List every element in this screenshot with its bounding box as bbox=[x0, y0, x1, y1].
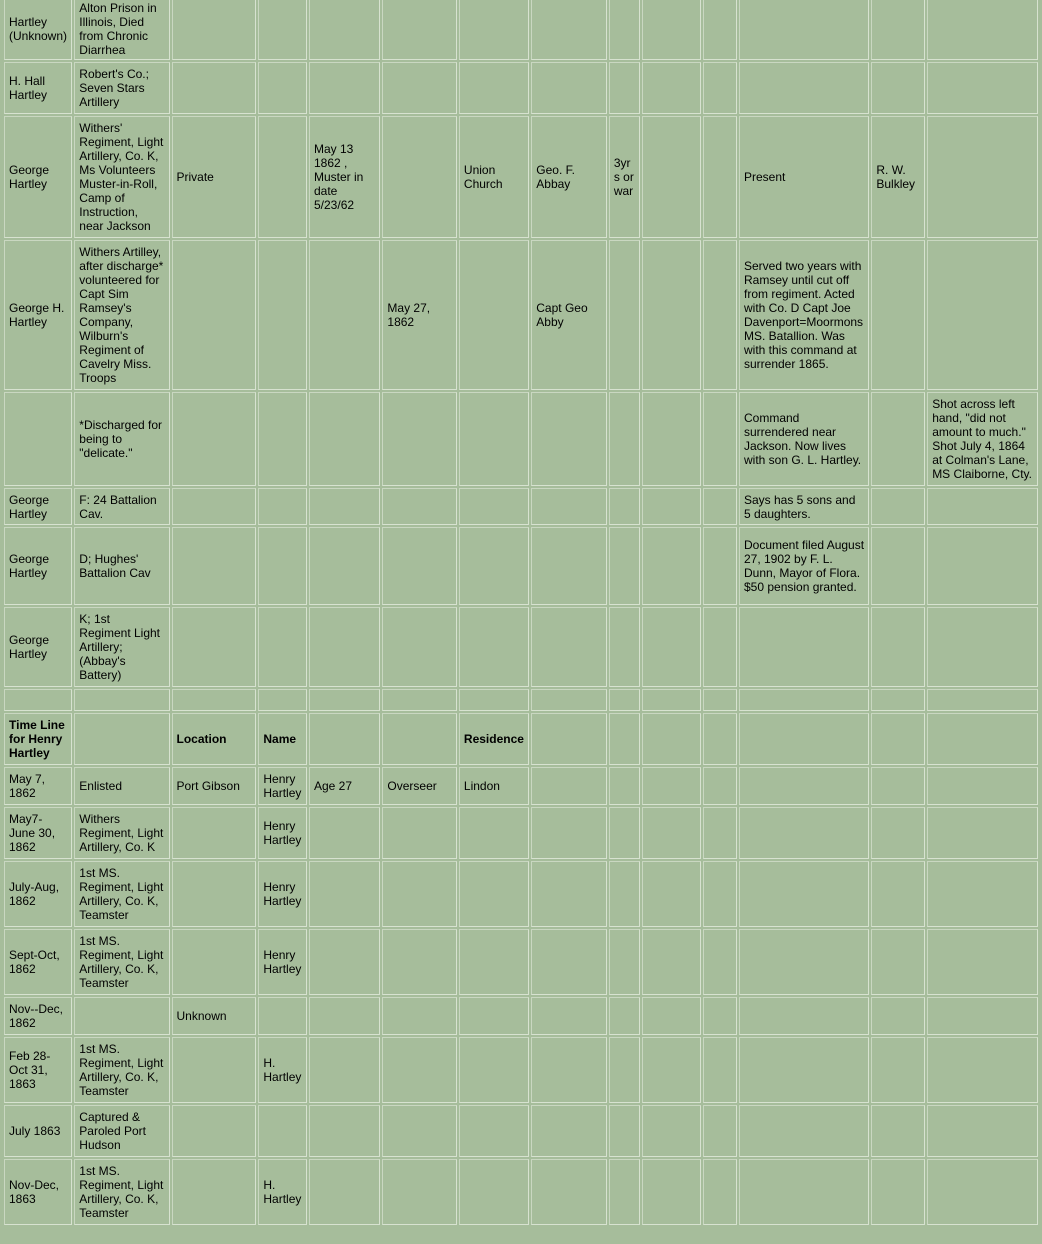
timeline-location bbox=[172, 807, 257, 859]
cell bbox=[703, 607, 737, 687]
wound-notes bbox=[927, 0, 1038, 60]
enlistment-place bbox=[459, 392, 529, 486]
timeline-name: H. Hartley bbox=[258, 1159, 307, 1225]
remarks: Served two years with Ramsey until cut off from regiment. Acted with Co. D Capt Joe Davenport=Moormons MS. Batallion. Was with this command at surrender 1865. bbox=[739, 240, 869, 390]
soldier-row bbox=[4, 0, 1038, 60]
cell bbox=[871, 0, 925, 60]
timeline-occupation bbox=[382, 861, 457, 927]
cell bbox=[927, 807, 1038, 859]
timeline-residence bbox=[459, 861, 529, 927]
enlistment-place: Union Church bbox=[459, 116, 529, 238]
enlisting-officer bbox=[531, 392, 607, 486]
enlistment-place bbox=[459, 607, 529, 687]
cell bbox=[871, 861, 925, 927]
soldier-name: George Hartley bbox=[4, 527, 72, 605]
cell bbox=[531, 1159, 607, 1225]
service-term bbox=[609, 0, 640, 60]
soldier-name: George Hartley bbox=[4, 488, 72, 525]
cell bbox=[642, 116, 701, 238]
cell bbox=[609, 861, 640, 927]
service-term bbox=[609, 488, 640, 525]
cell bbox=[871, 689, 925, 711]
timeline-residence bbox=[459, 929, 529, 995]
cell bbox=[609, 1037, 640, 1103]
enlistment-place bbox=[459, 527, 529, 605]
remarks: Command surrendered near Jackson. Now lives with son G. L. Hartley. bbox=[739, 392, 869, 486]
soldier-name bbox=[4, 392, 72, 486]
timeline-date: May7- June 30, 1862 bbox=[4, 807, 72, 859]
timeline-event: Enlisted bbox=[74, 767, 169, 805]
remarks: Says has 5 sons and 5 daughters. bbox=[739, 488, 869, 525]
cell bbox=[258, 527, 307, 605]
service-term bbox=[609, 392, 640, 486]
cell bbox=[531, 767, 607, 805]
service-term bbox=[609, 527, 640, 605]
timeline-date: Nov-Dec, 1863 bbox=[4, 1159, 72, 1225]
timeline-row bbox=[4, 997, 1038, 1035]
cell bbox=[703, 527, 737, 605]
timeline-occupation bbox=[382, 1037, 457, 1103]
soldier-name: H. Hall Hartley bbox=[4, 62, 72, 114]
enlistment-place bbox=[459, 62, 529, 114]
timeline-residence bbox=[459, 807, 529, 859]
cell bbox=[871, 713, 925, 765]
timeline-row bbox=[4, 1037, 1038, 1103]
timeline-event: 1st MS. Regiment, Light Artillery, Co. K, Teamster bbox=[74, 861, 169, 927]
enlistment-date bbox=[309, 689, 380, 711]
cell bbox=[642, 689, 701, 711]
timeline-occupation bbox=[382, 929, 457, 995]
cell bbox=[382, 392, 457, 486]
cell bbox=[642, 767, 701, 805]
rank: Private bbox=[172, 116, 257, 238]
cell bbox=[703, 767, 737, 805]
timeline-location bbox=[172, 861, 257, 927]
timeline-name: H. Hartley bbox=[258, 1037, 307, 1103]
timeline-row bbox=[4, 1105, 1038, 1157]
cell bbox=[703, 997, 737, 1035]
rank bbox=[172, 240, 257, 390]
cell bbox=[609, 767, 640, 805]
cell bbox=[739, 997, 869, 1035]
cell: R. W. Bulkley bbox=[871, 116, 925, 238]
soldier-name: George Hartley bbox=[4, 116, 72, 238]
rank bbox=[172, 689, 257, 711]
service-term bbox=[609, 240, 640, 390]
cell bbox=[927, 1037, 1038, 1103]
unit-assignment bbox=[74, 689, 169, 711]
cell bbox=[531, 807, 607, 859]
cell bbox=[703, 62, 737, 114]
cell bbox=[927, 929, 1038, 995]
remarks bbox=[739, 62, 869, 114]
cell bbox=[871, 767, 925, 805]
unit-assignment: *Discharged for being to "delicate." bbox=[74, 392, 169, 486]
soldier-row bbox=[4, 527, 1038, 605]
remarks bbox=[739, 0, 869, 60]
timeline-header-row bbox=[4, 713, 1038, 765]
wound-notes bbox=[927, 116, 1038, 238]
cell bbox=[531, 1105, 607, 1157]
cell bbox=[703, 1037, 737, 1103]
timeline-occupation bbox=[382, 1159, 457, 1225]
timeline-event: 1st MS. Regiment, Light Artillery, Co. K, Teamster bbox=[74, 1037, 169, 1103]
cell bbox=[642, 62, 701, 114]
soldier-row bbox=[4, 488, 1038, 525]
timeline-row bbox=[4, 929, 1038, 995]
location-header: Location bbox=[172, 713, 257, 765]
cell bbox=[927, 1105, 1038, 1157]
cell bbox=[703, 689, 737, 711]
rank bbox=[172, 607, 257, 687]
timeline-name bbox=[258, 997, 307, 1035]
cell bbox=[703, 0, 737, 60]
soldier-name: George H. Hartley bbox=[4, 240, 72, 390]
timeline-residence bbox=[459, 1159, 529, 1225]
cell bbox=[258, 240, 307, 390]
enlisting-officer bbox=[531, 607, 607, 687]
soldier-name: George Hartley bbox=[4, 607, 72, 687]
rank bbox=[172, 488, 257, 525]
cell bbox=[739, 767, 869, 805]
cell bbox=[703, 713, 737, 765]
service-term bbox=[609, 607, 640, 687]
timeline-occupation bbox=[382, 997, 457, 1035]
timeline-row bbox=[4, 861, 1038, 927]
cell bbox=[531, 929, 607, 995]
cell bbox=[739, 861, 869, 927]
timeline-location bbox=[172, 1037, 257, 1103]
enlistment-place bbox=[459, 689, 529, 711]
timeline-name: Henry Hartley bbox=[258, 767, 307, 805]
cell bbox=[642, 0, 701, 60]
rank bbox=[172, 62, 257, 114]
timeline-name: Henry Hartley bbox=[258, 807, 307, 859]
timeline-age bbox=[309, 1105, 380, 1157]
cell bbox=[871, 527, 925, 605]
cell bbox=[258, 488, 307, 525]
name-header: Name bbox=[258, 713, 307, 765]
cell bbox=[382, 116, 457, 238]
timeline-location: Port Gibson bbox=[172, 767, 257, 805]
timeline-age bbox=[309, 929, 380, 995]
timeline-event: 1st MS. Regiment, Light Artillery, Co. K, Teamster bbox=[74, 929, 169, 995]
cell bbox=[871, 1105, 925, 1157]
timeline-residence bbox=[459, 1037, 529, 1103]
service-term: 3yrs or war bbox=[609, 116, 640, 238]
cell bbox=[642, 713, 701, 765]
cell bbox=[258, 607, 307, 687]
cell bbox=[258, 0, 307, 60]
rank bbox=[172, 0, 257, 60]
timeline-event bbox=[74, 997, 169, 1035]
residence-header: Residence bbox=[459, 713, 529, 765]
wound-notes bbox=[927, 62, 1038, 114]
cell bbox=[703, 240, 737, 390]
enlisting-officer: Geo. F. Abbay bbox=[531, 116, 607, 238]
timeline-row bbox=[4, 767, 1038, 805]
cell bbox=[927, 767, 1038, 805]
enlistment-date bbox=[309, 62, 380, 114]
soldier-records bbox=[4, 0, 1038, 711]
timeline-occupation: Overseer bbox=[382, 767, 457, 805]
enlistment-place bbox=[459, 240, 529, 390]
cell bbox=[703, 116, 737, 238]
timeline-age bbox=[309, 1037, 380, 1103]
cell bbox=[703, 861, 737, 927]
cell bbox=[642, 1159, 701, 1225]
cell bbox=[382, 527, 457, 605]
enlisting-officer bbox=[531, 527, 607, 605]
cell bbox=[258, 392, 307, 486]
unit-assignment: Alton Prison in Illinois, Died from Chronic Diarrhea bbox=[74, 0, 169, 60]
cell bbox=[609, 929, 640, 995]
unit-assignment: Withers' Regiment, Light Artillery, Co. K, Ms Volunteers Muster-in-Roll, Camp of Instruction, near Jackson bbox=[74, 116, 169, 238]
cell bbox=[642, 1105, 701, 1157]
cell bbox=[642, 527, 701, 605]
timeline-date: Feb 28- Oct 31, 1863 bbox=[4, 1037, 72, 1103]
remarks: Document filed August 27, 1902 by F. L. Dunn, Mayor of Flora. $50 pension granted. bbox=[739, 527, 869, 605]
timeline-name: Henry Hartley bbox=[258, 929, 307, 995]
cell bbox=[642, 861, 701, 927]
cell bbox=[642, 929, 701, 995]
timeline-occupation bbox=[382, 1105, 457, 1157]
timeline-residence bbox=[459, 997, 529, 1035]
timeline-age bbox=[309, 997, 380, 1035]
enlistment-place bbox=[459, 488, 529, 525]
cell bbox=[739, 713, 869, 765]
cell bbox=[739, 807, 869, 859]
cell bbox=[871, 240, 925, 390]
unit-assignment: Robert's Co.; Seven Stars Artillery bbox=[74, 62, 169, 114]
cell bbox=[531, 861, 607, 927]
rank bbox=[172, 392, 257, 486]
cell bbox=[309, 713, 380, 765]
cell bbox=[609, 807, 640, 859]
cell bbox=[871, 1159, 925, 1225]
soldier-row bbox=[4, 116, 1038, 238]
cell bbox=[642, 997, 701, 1035]
henry-hartley-timeline bbox=[4, 713, 1038, 1225]
cell bbox=[642, 607, 701, 687]
enlisting-officer bbox=[531, 62, 607, 114]
cell bbox=[382, 607, 457, 687]
enlisting-officer: Capt Geo Abby bbox=[531, 240, 607, 390]
cell bbox=[871, 607, 925, 687]
wound-notes bbox=[927, 488, 1038, 525]
cell bbox=[382, 488, 457, 525]
cell bbox=[739, 1037, 869, 1103]
enlistment-date bbox=[309, 240, 380, 390]
timeline-title: Time Line for Henry Hartley bbox=[4, 713, 72, 765]
enlisting-officer bbox=[531, 488, 607, 525]
timeline-row bbox=[4, 807, 1038, 859]
records-table bbox=[2, 0, 1040, 1227]
timeline-age bbox=[309, 861, 380, 927]
wound-notes: Shot across left hand, "did not amount to much." Shot July 4, 1864 at Colman's Lane, MS Claiborne, Cty. bbox=[927, 392, 1038, 486]
cell bbox=[703, 488, 737, 525]
unit-assignment: F: 24 Battalion Cav. bbox=[74, 488, 169, 525]
enlisting-officer bbox=[531, 689, 607, 711]
timeline-age: Age 27 bbox=[309, 767, 380, 805]
service-term bbox=[609, 62, 640, 114]
cell bbox=[609, 1159, 640, 1225]
cell bbox=[531, 713, 607, 765]
timeline-date: Nov--Dec, 1862 bbox=[4, 997, 72, 1035]
soldier-row bbox=[4, 689, 1038, 711]
cell bbox=[871, 1037, 925, 1103]
cell bbox=[642, 392, 701, 486]
cell bbox=[642, 1037, 701, 1103]
cell bbox=[609, 713, 640, 765]
cell bbox=[739, 1105, 869, 1157]
soldier-row bbox=[4, 607, 1038, 687]
soldier-name bbox=[4, 689, 72, 711]
remarks bbox=[739, 689, 869, 711]
cell bbox=[74, 713, 169, 765]
cell bbox=[642, 807, 701, 859]
unit-assignment: K; 1st Regiment Light Artillery; (Abbay's Battery) bbox=[74, 607, 169, 687]
cell bbox=[258, 62, 307, 114]
cell bbox=[258, 689, 307, 711]
cell bbox=[642, 488, 701, 525]
enlisting-officer bbox=[531, 0, 607, 60]
cell bbox=[382, 0, 457, 60]
cell bbox=[927, 997, 1038, 1035]
cell bbox=[703, 929, 737, 995]
cell bbox=[382, 689, 457, 711]
cell bbox=[703, 1105, 737, 1157]
wound-notes bbox=[927, 240, 1038, 390]
cell bbox=[927, 713, 1038, 765]
cell bbox=[927, 1159, 1038, 1225]
timeline-event: 1st MS. Regiment, Light Artillery, Co. K, Teamster bbox=[74, 1159, 169, 1225]
timeline-location: Unknown bbox=[172, 997, 257, 1035]
timeline-date: July-Aug, 1862 bbox=[4, 861, 72, 927]
cell bbox=[642, 240, 701, 390]
cell bbox=[739, 1159, 869, 1225]
timeline-name: Henry Hartley bbox=[258, 861, 307, 927]
cell bbox=[609, 997, 640, 1035]
enlistment-date bbox=[309, 607, 380, 687]
cell bbox=[871, 488, 925, 525]
enlistment-date bbox=[309, 527, 380, 605]
timeline-age bbox=[309, 807, 380, 859]
timeline-location bbox=[172, 1159, 257, 1225]
timeline-date: July 1863 bbox=[4, 1105, 72, 1157]
soldier-name: Hartley (Unknown) bbox=[4, 0, 72, 60]
cell bbox=[703, 807, 737, 859]
enlistment-place bbox=[459, 0, 529, 60]
remarks bbox=[739, 607, 869, 687]
remarks: Present bbox=[739, 116, 869, 238]
timeline-location bbox=[172, 929, 257, 995]
timeline-date: Sept-Oct, 1862 bbox=[4, 929, 72, 995]
enlistment-date bbox=[309, 0, 380, 60]
cell bbox=[609, 1105, 640, 1157]
cell bbox=[382, 713, 457, 765]
service-term bbox=[609, 689, 640, 711]
cell bbox=[258, 116, 307, 238]
timeline-occupation bbox=[382, 807, 457, 859]
cell bbox=[871, 62, 925, 114]
cell bbox=[531, 997, 607, 1035]
cell bbox=[703, 392, 737, 486]
timeline-name bbox=[258, 1105, 307, 1157]
unit-assignment: Withers Artilley, after discharge* volunteered for Capt Sim Ramsey's Company, Wilburn's Regiment of Cavelry Miss. Troops bbox=[74, 240, 169, 390]
cell bbox=[382, 62, 457, 114]
cell bbox=[531, 1037, 607, 1103]
timeline-residence bbox=[459, 1105, 529, 1157]
enlistment-date bbox=[309, 392, 380, 486]
unit-assignment: D; Hughes' Battalion Cav bbox=[74, 527, 169, 605]
cell bbox=[927, 861, 1038, 927]
cell bbox=[871, 392, 925, 486]
cell: May 27, 1862 bbox=[382, 240, 457, 390]
timeline-age bbox=[309, 1159, 380, 1225]
timeline-location bbox=[172, 1105, 257, 1157]
cell bbox=[871, 807, 925, 859]
cell bbox=[871, 929, 925, 995]
rank bbox=[172, 527, 257, 605]
cell bbox=[703, 1159, 737, 1225]
wound-notes bbox=[927, 607, 1038, 687]
enlistment-date: May 13 1862 , Muster in date 5/23/62 bbox=[309, 116, 380, 238]
wound-notes bbox=[927, 689, 1038, 711]
timeline-date: May 7, 1862 bbox=[4, 767, 72, 805]
cell bbox=[739, 929, 869, 995]
soldier-row bbox=[4, 240, 1038, 390]
timeline-residence: Lindon bbox=[459, 767, 529, 805]
cell bbox=[871, 997, 925, 1035]
soldier-row bbox=[4, 392, 1038, 486]
timeline-row bbox=[4, 1159, 1038, 1225]
soldier-row bbox=[4, 62, 1038, 114]
timeline-event: Withers Regiment, Light Artillery, Co. K bbox=[74, 807, 169, 859]
enlistment-date bbox=[309, 488, 380, 525]
timeline-event: Captured & Paroled Port Hudson bbox=[74, 1105, 169, 1157]
wound-notes bbox=[927, 527, 1038, 605]
